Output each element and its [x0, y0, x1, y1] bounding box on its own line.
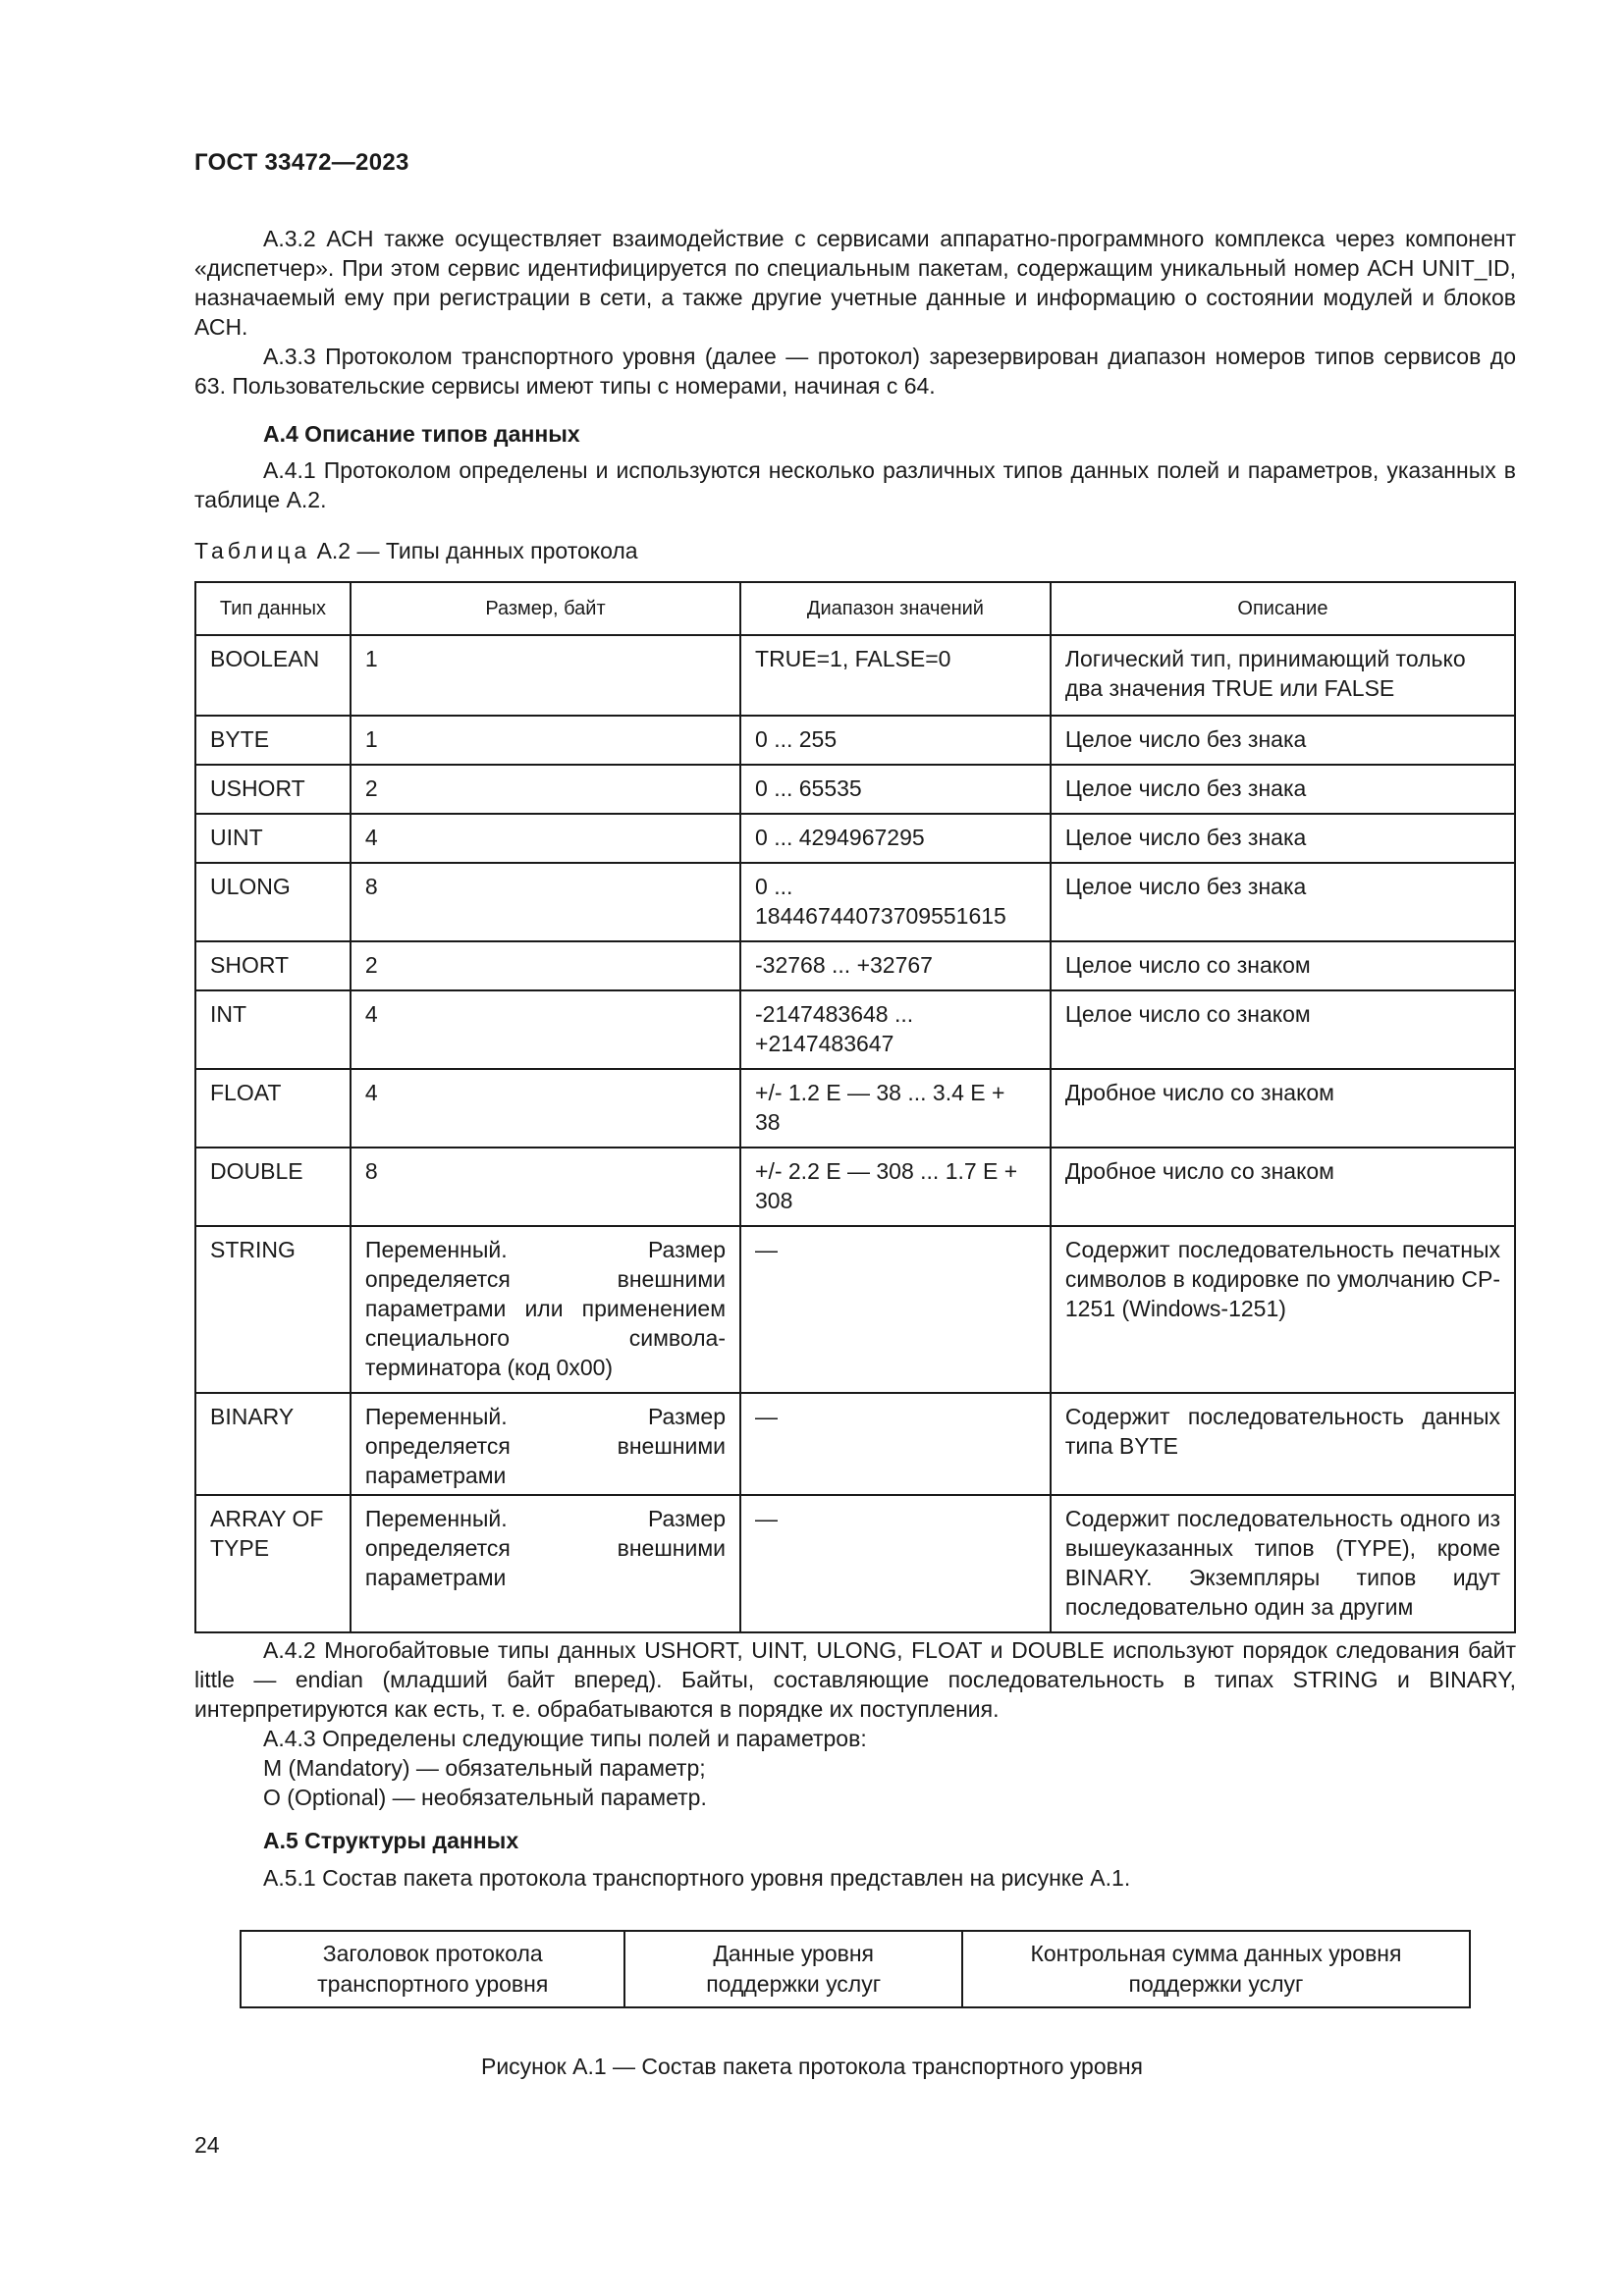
top-paragraphs: [194, 224, 1516, 400]
cell-description: Целое число без знака: [1051, 716, 1515, 765]
cell-range: —: [740, 1226, 1051, 1393]
paragraph-a41: А.4.1 Протоколом определены и используются несколько различных типов данных полей и параметров, указанных в таблице А.2.: [194, 457, 1516, 512]
cell-type: BYTE: [195, 716, 351, 765]
cell-range: 0 ... 255: [740, 716, 1051, 765]
cell-type: DOUBLE: [195, 1148, 351, 1226]
figure-cell-data-line1: Данные уровня: [713, 1941, 875, 1966]
cell-range: 0 ... 18446744073709551615: [740, 863, 1051, 941]
cell-type: UINT: [195, 814, 351, 863]
figure-row: [241, 1931, 1470, 2007]
section-heading-a4: А.4 Описание типов данных: [263, 421, 580, 447]
table-row: [195, 1495, 1515, 1632]
figure-cell-checksum: [962, 1931, 1470, 2007]
cell-type: FLOAT: [195, 1069, 351, 1148]
table-header-row: [195, 582, 1515, 635]
cell-size: 2: [351, 941, 740, 990]
cell-range: -32768 ... +32767: [740, 941, 1051, 990]
figure-cell-data-line2: поддержки услуг: [706, 1971, 882, 1997]
page-number: 24: [194, 2132, 220, 2158]
table-row: [195, 863, 1515, 941]
cell-size: Переменный. Размер определяется внешними параметрами: [351, 1495, 740, 1632]
figure-cell-header-line1: Заголовок протокола: [322, 1941, 543, 1966]
cell-range: TRUE=1, FALSE=0: [740, 635, 1051, 716]
table-row: [195, 1226, 1515, 1393]
figure-cell-data: [624, 1931, 961, 2007]
cell-type: BOOLEAN: [195, 635, 351, 716]
paragraph-a32: А.3.2 АСН также осуществляет взаимодействие с сервисами аппаратно-программного комплекса через компонент «диспетчер». При этом сервис идентифицируется по специальным пакетам, содержащим уникальный номер АСН UNIT_ID, назначаемый ему при регистрации в сети, а также другие учетные данные и информацию о состоянии модулей и блоков АСН.: [194, 226, 1516, 340]
cell-type: STRING: [195, 1226, 351, 1393]
list-item-mandatory: M (Mandatory) — обязательный параметр;: [263, 1755, 706, 1781]
a4-intro-block: [194, 455, 1516, 514]
data-types-table: [194, 581, 1516, 1633]
cell-size: 1: [351, 635, 740, 716]
packet-structure-figure: [240, 1930, 1471, 2008]
table-row: [195, 716, 1515, 765]
cell-description: Целое число со знаком: [1051, 941, 1515, 990]
cell-size: Переменный. Размер определяется внешними параметрами: [351, 1393, 740, 1495]
section-heading-a5: А.5 Структуры данных: [263, 1828, 519, 1853]
figure-caption: Рисунок А.1 — Состав пакета протокола транспортного уровня: [480, 2054, 1144, 2079]
cell-description: Содержит последовательность печатных символов в кодировке по умолчанию CP-1251 (Windows-1251): [1051, 1226, 1515, 1393]
cell-description: Целое число без знака: [1051, 765, 1515, 814]
cell-range: +/- 1.2 E — 38 ... 3.4 E + 38: [740, 1069, 1051, 1148]
document-header: ГОСТ 33472—2023: [194, 149, 409, 176]
cell-type: INT: [195, 990, 351, 1069]
cell-description: Дробное число со знаком: [1051, 1148, 1515, 1226]
paragraph-a42: А.4.2 Многобайтовые типы данных USHORT, UINT, ULONG, FLOAT и DOUBLE используют порядок следования байт little — endian (младший байт вперед). Байты, составляющие последовательность в типах STRING и BINARY, интерпретируются как есть, т. е. обрабатываются в порядке их поступления.: [194, 1637, 1516, 1722]
table-caption: [194, 538, 638, 564]
column-header-range: Диапазон значений: [740, 582, 1051, 635]
cell-type: USHORT: [195, 765, 351, 814]
column-header-size: Размер, байт: [351, 582, 740, 635]
paragraph-a51: А.5.1 Состав пакета протокола транспортного уровня представлен на рисунке А.1.: [263, 1865, 1131, 1891]
cell-range: —: [740, 1393, 1051, 1495]
table-row: [195, 1148, 1515, 1226]
cell-range: -2147483648 ... +2147483647: [740, 990, 1051, 1069]
cell-description: Содержит последовательность данных типа BYTE: [1051, 1393, 1515, 1495]
cell-range: —: [740, 1495, 1051, 1632]
a42-block: [194, 1635, 1516, 1724]
column-header-description: Описание: [1051, 582, 1515, 635]
cell-range: +/- 2.2 E — 308 ... 1.7 E + 308: [740, 1148, 1051, 1226]
cell-type: ULONG: [195, 863, 351, 941]
table-row: [195, 814, 1515, 863]
figure-cell-checksum-line2: поддержки услуг: [1128, 1971, 1304, 1997]
cell-size: 8: [351, 863, 740, 941]
table-row: [195, 990, 1515, 1069]
cell-description: Логический тип, принимающий только два значения TRUE или FALSE: [1051, 635, 1515, 716]
column-header-type: Тип данных: [195, 582, 351, 635]
figure-cell-checksum-line1: Контрольная сумма данных уровня: [1030, 1941, 1402, 1966]
table-row: [195, 635, 1515, 716]
paragraph-a33: А.3.3 Протоколом транспортного уровня (далее — протокол) зарезервирован диапазон номеров типов сервисов до 63. Пользовательские сервисы имеют типы с номерами, начиная с 64.: [194, 344, 1516, 399]
cell-description: Дробное число со знаком: [1051, 1069, 1515, 1148]
cell-size: 1: [351, 716, 740, 765]
figure-cell-header-line2: транспортного уровня: [317, 1971, 549, 1997]
cell-size: Переменный. Размер определяется внешними параметрами или применением специального символа-терминатора (код 0х00): [351, 1226, 740, 1393]
cell-type: SHORT: [195, 941, 351, 990]
cell-description: Целое число со знаком: [1051, 990, 1515, 1069]
paragraph-a43: А.4.3 Определены следующие типы полей и параметров:: [263, 1726, 867, 1751]
cell-size: 4: [351, 814, 740, 863]
table-row: [195, 1393, 1515, 1495]
table-caption-text: А.2 — Типы данных протокола: [316, 538, 638, 563]
cell-description: Содержит последовательность одного из вышеуказанных типов (TYPE), кроме BINARY. Экземпляры типов идут последовательно один за другим: [1051, 1495, 1515, 1632]
table-caption-label: Таблица: [194, 538, 311, 563]
cell-description: Целое число без знака: [1051, 863, 1515, 941]
cell-type: ARRAY OF TYPE: [195, 1495, 351, 1632]
cell-range: 0 ... 65535: [740, 765, 1051, 814]
list-item-optional: O (Optional) — необязательный параметр.: [263, 1785, 707, 1810]
cell-size: 2: [351, 765, 740, 814]
figure-cell-header: [241, 1931, 624, 2007]
cell-type: BINARY: [195, 1393, 351, 1495]
cell-size: 8: [351, 1148, 740, 1226]
cell-size: 4: [351, 1069, 740, 1148]
table-row: [195, 765, 1515, 814]
cell-size: 4: [351, 990, 740, 1069]
cell-range: 0 ... 4294967295: [740, 814, 1051, 863]
table-row: [195, 941, 1515, 990]
table-row: [195, 1069, 1515, 1148]
cell-description: Целое число без знака: [1051, 814, 1515, 863]
